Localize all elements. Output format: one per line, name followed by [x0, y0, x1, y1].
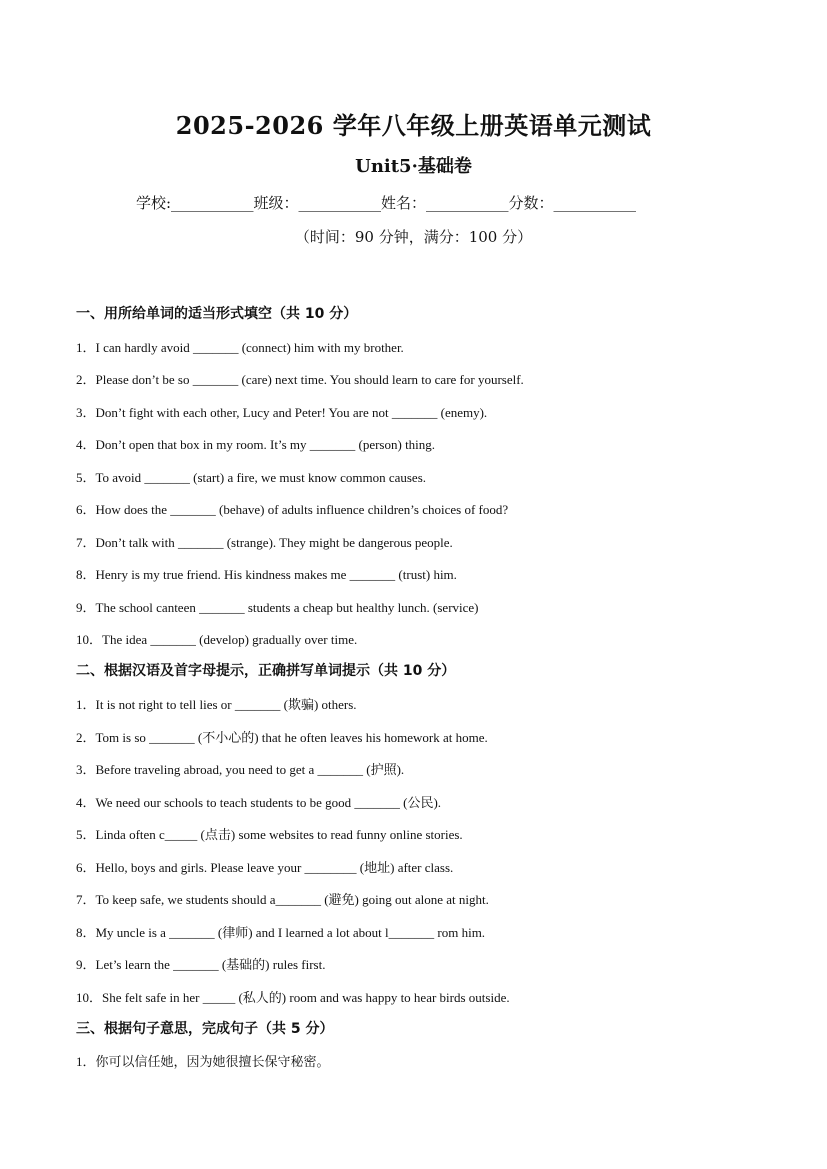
question-item: 6．Hello, boys and girls. Please leave your ________ (地址) after class. [76, 860, 454, 875]
question-item: 7．To keep safe, we students should a_______ (避免) going out alone at night. [76, 892, 489, 907]
question-item: 4．Don’t open that box in my room. It’s my _______ (person) thing. [76, 437, 436, 452]
question-item: 4．We need our schools to teach students to be good _______ (公民). [76, 795, 442, 810]
question-item: 7．Don’t talk with _______ (strange). They might be dangerous people. [76, 535, 453, 550]
page-subtitle: Unit5·基础卷 [355, 156, 472, 177]
question-item: 3．Before traveling abroad, you need to get a _______ (护照). [76, 762, 405, 777]
question-item: 1．I can hardly avoid _______ (connect) him with my brother. [76, 340, 404, 355]
question-item: 5．To avoid _______ (start) a fire, we must know common causes. [76, 470, 427, 485]
question-item: 8．Henry is my true friend. His kindness makes me _______ (trust) him. [76, 567, 457, 582]
question-item: 9．Let’s learn the _______ (基础的) rules first. [76, 957, 326, 972]
question-item: 9．The school canteen _______ students a cheap but healthy lunch. (service) [76, 600, 479, 615]
question-item: 3．Don’t fight with each other, Lucy and Peter! You are not _______ (enemy). [76, 405, 488, 420]
exam-time-info: （时间：90 分钟，满分：100 分） [294, 228, 533, 246]
question-item: 6．How does the _______ (behave) of adults influence children’s choices of food? [76, 502, 509, 517]
page-title: 2025-2026 学年八年级上册英语单元测试 [175, 111, 652, 140]
question-item: 5．Linda often c_____ (点击) some websites to read funny online stories. [76, 827, 463, 842]
section-heading-3: 三、根据句子意思，完成句子（共 5 分） [76, 1021, 334, 1037]
question-item: 10．The idea _______ (develop) gradually over time. [76, 632, 358, 647]
question-item: 1．你可以信任她，因为她很擅长保守秘密。 [76, 1054, 330, 1069]
question-item: 10．She felt safe in her _____ (私人的) room and was happy to hear birds outside. [76, 990, 510, 1005]
student-info-row: 学校:___________班级：___________姓名：___________分数：___________ [136, 194, 637, 212]
section-heading-1: 一、用所给单词的适当形式填空（共 10 分） [76, 306, 358, 322]
section-heading-2: 二、根据汉语及首字母提示，正确拼写单词提示（共 10 分） [76, 663, 456, 679]
question-item: 8．My uncle is a _______ (律师) and I learned a lot about l_______ rom him. [76, 925, 486, 940]
question-item: 2．Tom is so _______ (不小心的) that he often leaves his homework at home. [76, 730, 488, 745]
question-item: 1．It is not right to tell lies or _______ (欺骗) others. [76, 697, 357, 712]
question-item: 2．Please don’t be so _______ (care) next time. You should learn to care for yourself. [76, 372, 524, 387]
